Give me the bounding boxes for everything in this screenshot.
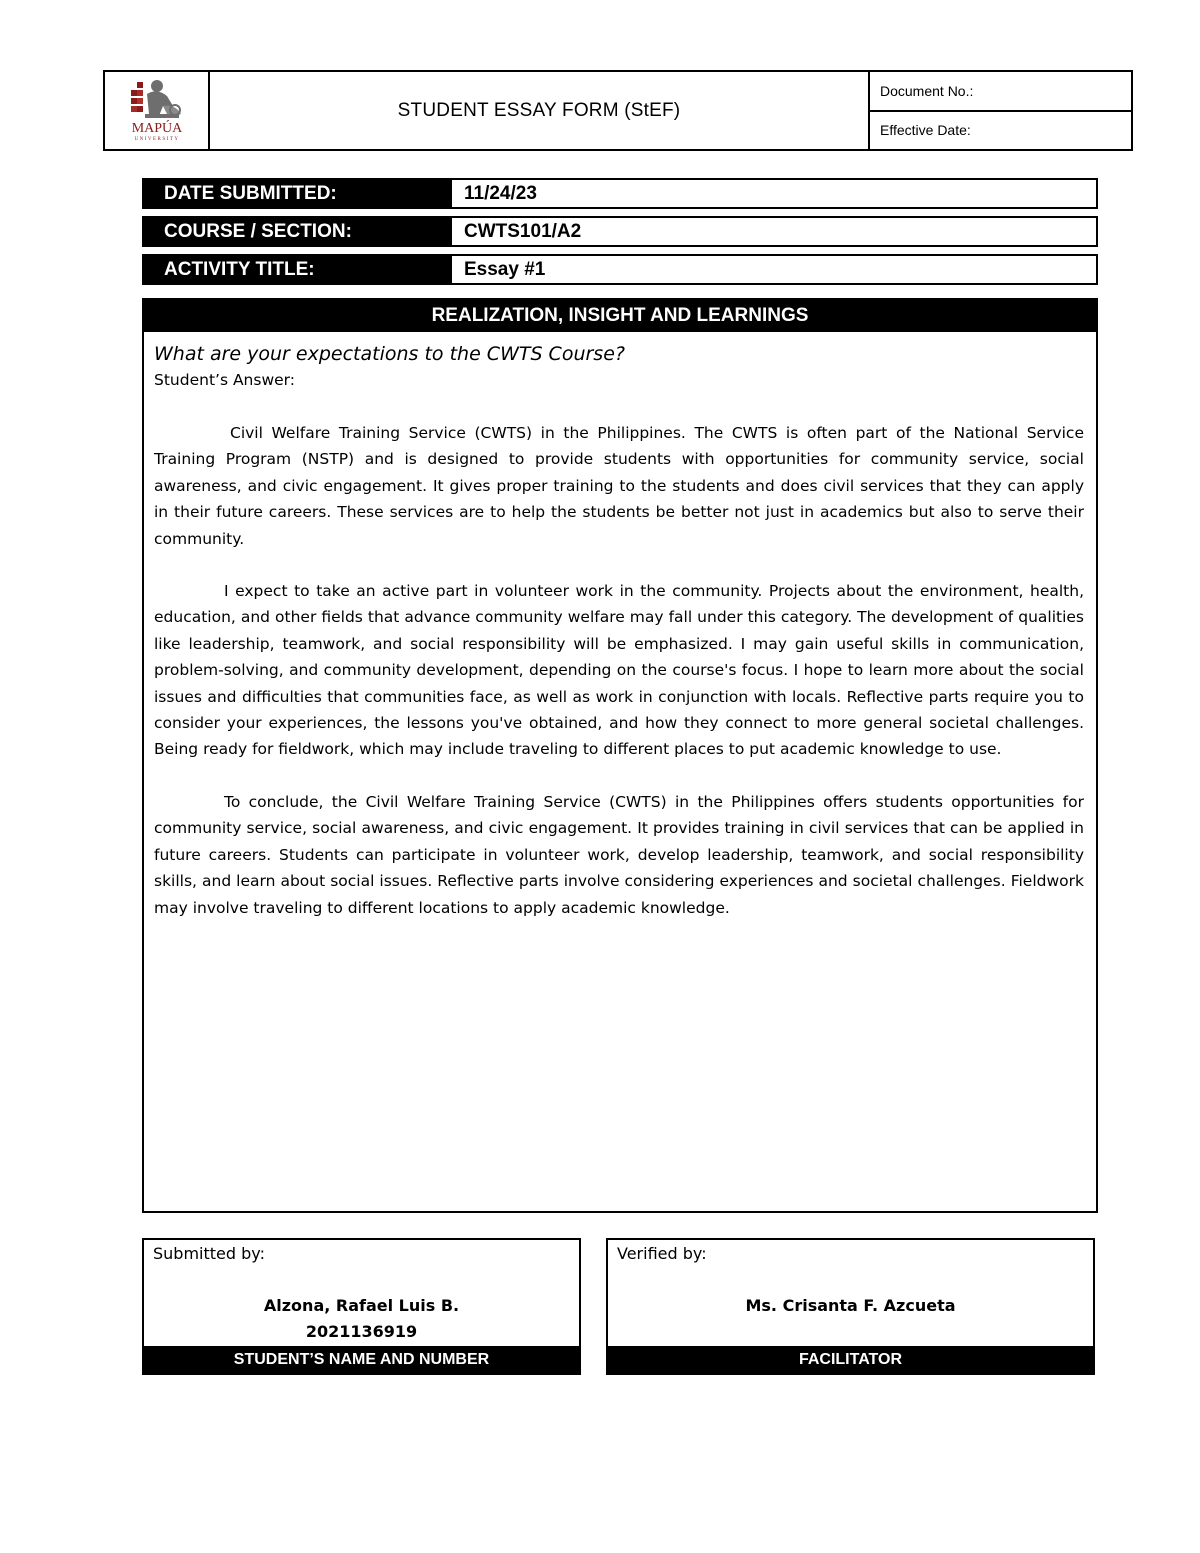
essay-paragraph: Civil Welfare Training Service (CWTS) in the Philippines. The CWTS is often part of the National Service Training Program (NSTP) and is designed to provide students with opportunities for community service, social awareness, and civic engagement. It gives proper training to the students and does civil services that they can apply in their future careers. These services are to help the students be better not just in academics but also to serve their community. (154, 424, 1084, 548)
course-section-label: COURSE / SECTION: (144, 218, 452, 245)
essay-section-title: REALIZATION, INSIGHT AND LEARNINGS (144, 300, 1096, 332)
logo-cell (105, 72, 210, 149)
facilitator-footer: FACILITATOR (608, 1346, 1093, 1373)
verified-by-label: Verified by: (617, 1244, 707, 1263)
date-submitted-row (142, 178, 1098, 209)
activity-title-label: ACTIVITY TITLE: (144, 256, 452, 283)
essay-question: What are your expectations to the CWTS Course? (154, 343, 625, 365)
form-header (103, 70, 1133, 151)
document-no-label: Document No.: (880, 82, 974, 99)
verified-by-box (606, 1238, 1095, 1375)
submitted-by-box (142, 1238, 581, 1375)
course-section-value: CWTS101/A2 (464, 220, 582, 242)
essay-body (144, 332, 1096, 921)
activity-title-value: Essay #1 (464, 258, 546, 280)
form-title: STUDENT ESSAY FORM (StEF) (210, 72, 870, 149)
svg-text:UNIVERSITY: UNIVERSITY (134, 136, 179, 142)
essay-paragraph: I expect to take an active part in volunteer work in the community. Projects about the environment, health, education, and other fields that advance community welfare may fall under this category. The development of qualities like leadership, teamwork, and social responsibility will be emphasized. I may gain useful skills in communication, problem-solving, and community development, depending on the course's focus. I hope to learn more about the social issues and difficulties that communities face, as well as work in conjunction with locals. Reflective parts require you to consider your experiences, the lessons you've obtained, and how they connect to more general societal challenges. Being ready for fieldwork, which may include traveling to different places to put academic knowledge to use. (154, 582, 1084, 759)
svg-text:MAPÚA: MAPÚA (131, 120, 182, 136)
date-submitted-value: 11/24/23 (464, 182, 537, 204)
answer-label: Student’s Answer: (154, 371, 295, 389)
activity-title-row (142, 254, 1098, 285)
university-logo (123, 76, 191, 146)
effective-date-label: Effective Date: (870, 110, 1131, 150)
student-footer: STUDENT’S NAME AND NUMBER (144, 1346, 579, 1373)
student-name: Alzona, Rafael Luis B. (263, 1296, 460, 1315)
essay-paragraph: To conclude, the Civil Welfare Training Service (CWTS) in the Philippines offers students opportunities for community service, social awareness, and civic engagement. It provides training in civil services that can be applied in future careers. Students can participate in volunteer work, develop leadership, teamwork, and social responsibility skills, and learn about social issues. Reflective parts involve considering experiences and societal challenges. Fieldwork may involve traveling to different locations to apply academic knowledge. (154, 792, 1084, 917)
document-meta (870, 72, 1131, 149)
course-section-row (142, 216, 1098, 247)
student-number: 2021136919 (305, 1322, 418, 1341)
essay-section (142, 298, 1098, 1213)
submitted-by-label: Submitted by: (153, 1244, 265, 1263)
facilitator-name: Ms. Crisanta F. Azcueta (745, 1296, 956, 1315)
date-submitted-label: DATE SUBMITTED: (144, 180, 452, 207)
